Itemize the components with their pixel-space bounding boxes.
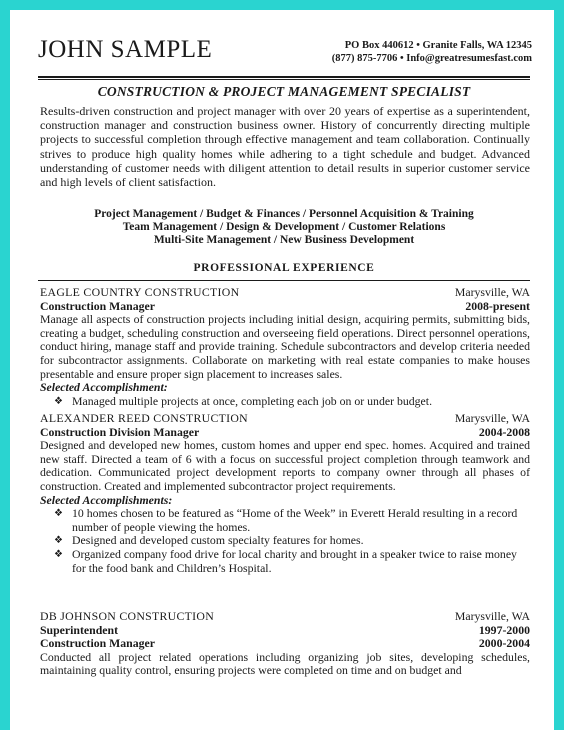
accomplishment-item: ❖ Designed and developed custom specialty features for homes.	[54, 533, 364, 548]
job-location: Marysville, WA	[454, 285, 530, 299]
summary-paragraph: Results-driven construction and project manager with over 20 years of expertise as a superintendent, construction manager and construction business owner. History of concurrently directing multiple projects to successful completion through effective management and team collaboration. Continually strives to produce high quality homes while adhering to a tight schedule and budget. Advanced understanding of customer needs with diligent attention to detail results in superior customer service and high levels of client satisfaction.	[40, 104, 530, 190]
diamond-bullet-icon: ❖	[54, 548, 63, 560]
job-description: Designed and developed new homes, custom homes and upper end spec. homes. Acquired and trained new staff. Directed a team of 6 with a focus on successful project completion through teamwork and dedication. Communicated project development reports to company owner through all phases of construction. Created and implemented subcontractor project requirements.	[40, 438, 530, 493]
job-dates: 2004-2008	[478, 424, 530, 439]
job-entry	[40, 286, 530, 408]
accomplishment-item: ❖ Organized company food drive for local charity and brought in a speaker twice to raise money for the food bank and Children’s Hospital.	[54, 546, 517, 575]
skills-block	[38, 208, 530, 248]
job-title: Construction Manager	[40, 298, 156, 313]
job-title: Superintendent	[40, 622, 119, 637]
contact-block	[332, 39, 532, 65]
skills-line: Multi-Site Management / New Business Development	[153, 234, 415, 247]
company-name: EAGLE COUNTRY CONSTRUCTION	[40, 285, 240, 299]
contact-phone-email: (877) 875-7706 • Info@greatresumesfast.com	[331, 53, 532, 64]
job-location: Marysville, WA	[454, 609, 530, 623]
experience-section-title: PROFESSIONAL EXPERIENCE	[193, 262, 375, 274]
accomplishments-list	[40, 395, 530, 409]
company-name: DB JOHNSON CONSTRUCTION	[40, 609, 215, 623]
diamond-bullet-icon: ❖	[54, 508, 63, 520]
job-description: Manage all aspects of construction projects including initial design, acquiring permits, submitting bids, creating a budget, scheduling construction and overseeing field operations. Direct personnel operations, conduct hiring, manage staff and provide training. Schedule subcontractors and develop criteria needed for subcontractor assignments. Collaborate on marketing with real estate companies to make houses presentable and ensure proper sign placement to increases sales.	[40, 312, 530, 381]
job-description: Conducted all project related operations including organizing job sites, developing schedules, maintaining quality control, ensuring projects were completed on time and on budget and	[40, 649, 530, 678]
job-entry	[40, 610, 530, 678]
accomplishment-item: ❖ 10 homes chosen to be featured as “Home of the Week” in Everett Herald resulting in a record number of people viewing the homes.	[54, 506, 518, 534]
job-dates: 2000-2004	[478, 636, 530, 651]
professional-headline: CONSTRUCTION & PROJECT MANAGEMENT SPECIALIST	[97, 84, 471, 99]
skills-line: Team Management / Design & Development / Customer Relations	[122, 221, 446, 234]
job-entry	[40, 412, 530, 575]
section-divider	[38, 280, 530, 281]
resume-header	[38, 36, 532, 72]
job-dates: 2008-present	[465, 298, 530, 313]
header-rule-thin	[38, 79, 530, 80]
accomplishments-label: Selected Accomplishment:	[40, 380, 168, 395]
diamond-bullet-icon: ❖	[54, 535, 63, 547]
accomplishments-list	[40, 507, 530, 575]
job-title: Construction Manager	[40, 636, 156, 651]
accomplishment-item: ❖ Managed multiple projects at once, completing each job on or under budget.	[54, 393, 433, 408]
header-rule-thick	[38, 76, 530, 78]
job-title: Construction Division Manager	[40, 424, 200, 439]
diamond-bullet-icon: ❖	[54, 395, 63, 407]
company-name: ALEXANDER REED CONSTRUCTION	[40, 411, 248, 425]
contact-address: PO Box 440612 • Granite Falls, WA 12345	[344, 40, 532, 51]
candidate-name: JOHN SAMPLE	[38, 36, 213, 63]
skills-line: Project Management / Budget & Finances / Personnel Acquisition & Training	[94, 208, 474, 220]
job-location: Marysville, WA	[454, 411, 530, 425]
job-dates: 1997-2000	[478, 622, 530, 637]
accomplishments-label: Selected Accomplishments:	[40, 492, 173, 507]
resume-page	[10, 10, 554, 730]
